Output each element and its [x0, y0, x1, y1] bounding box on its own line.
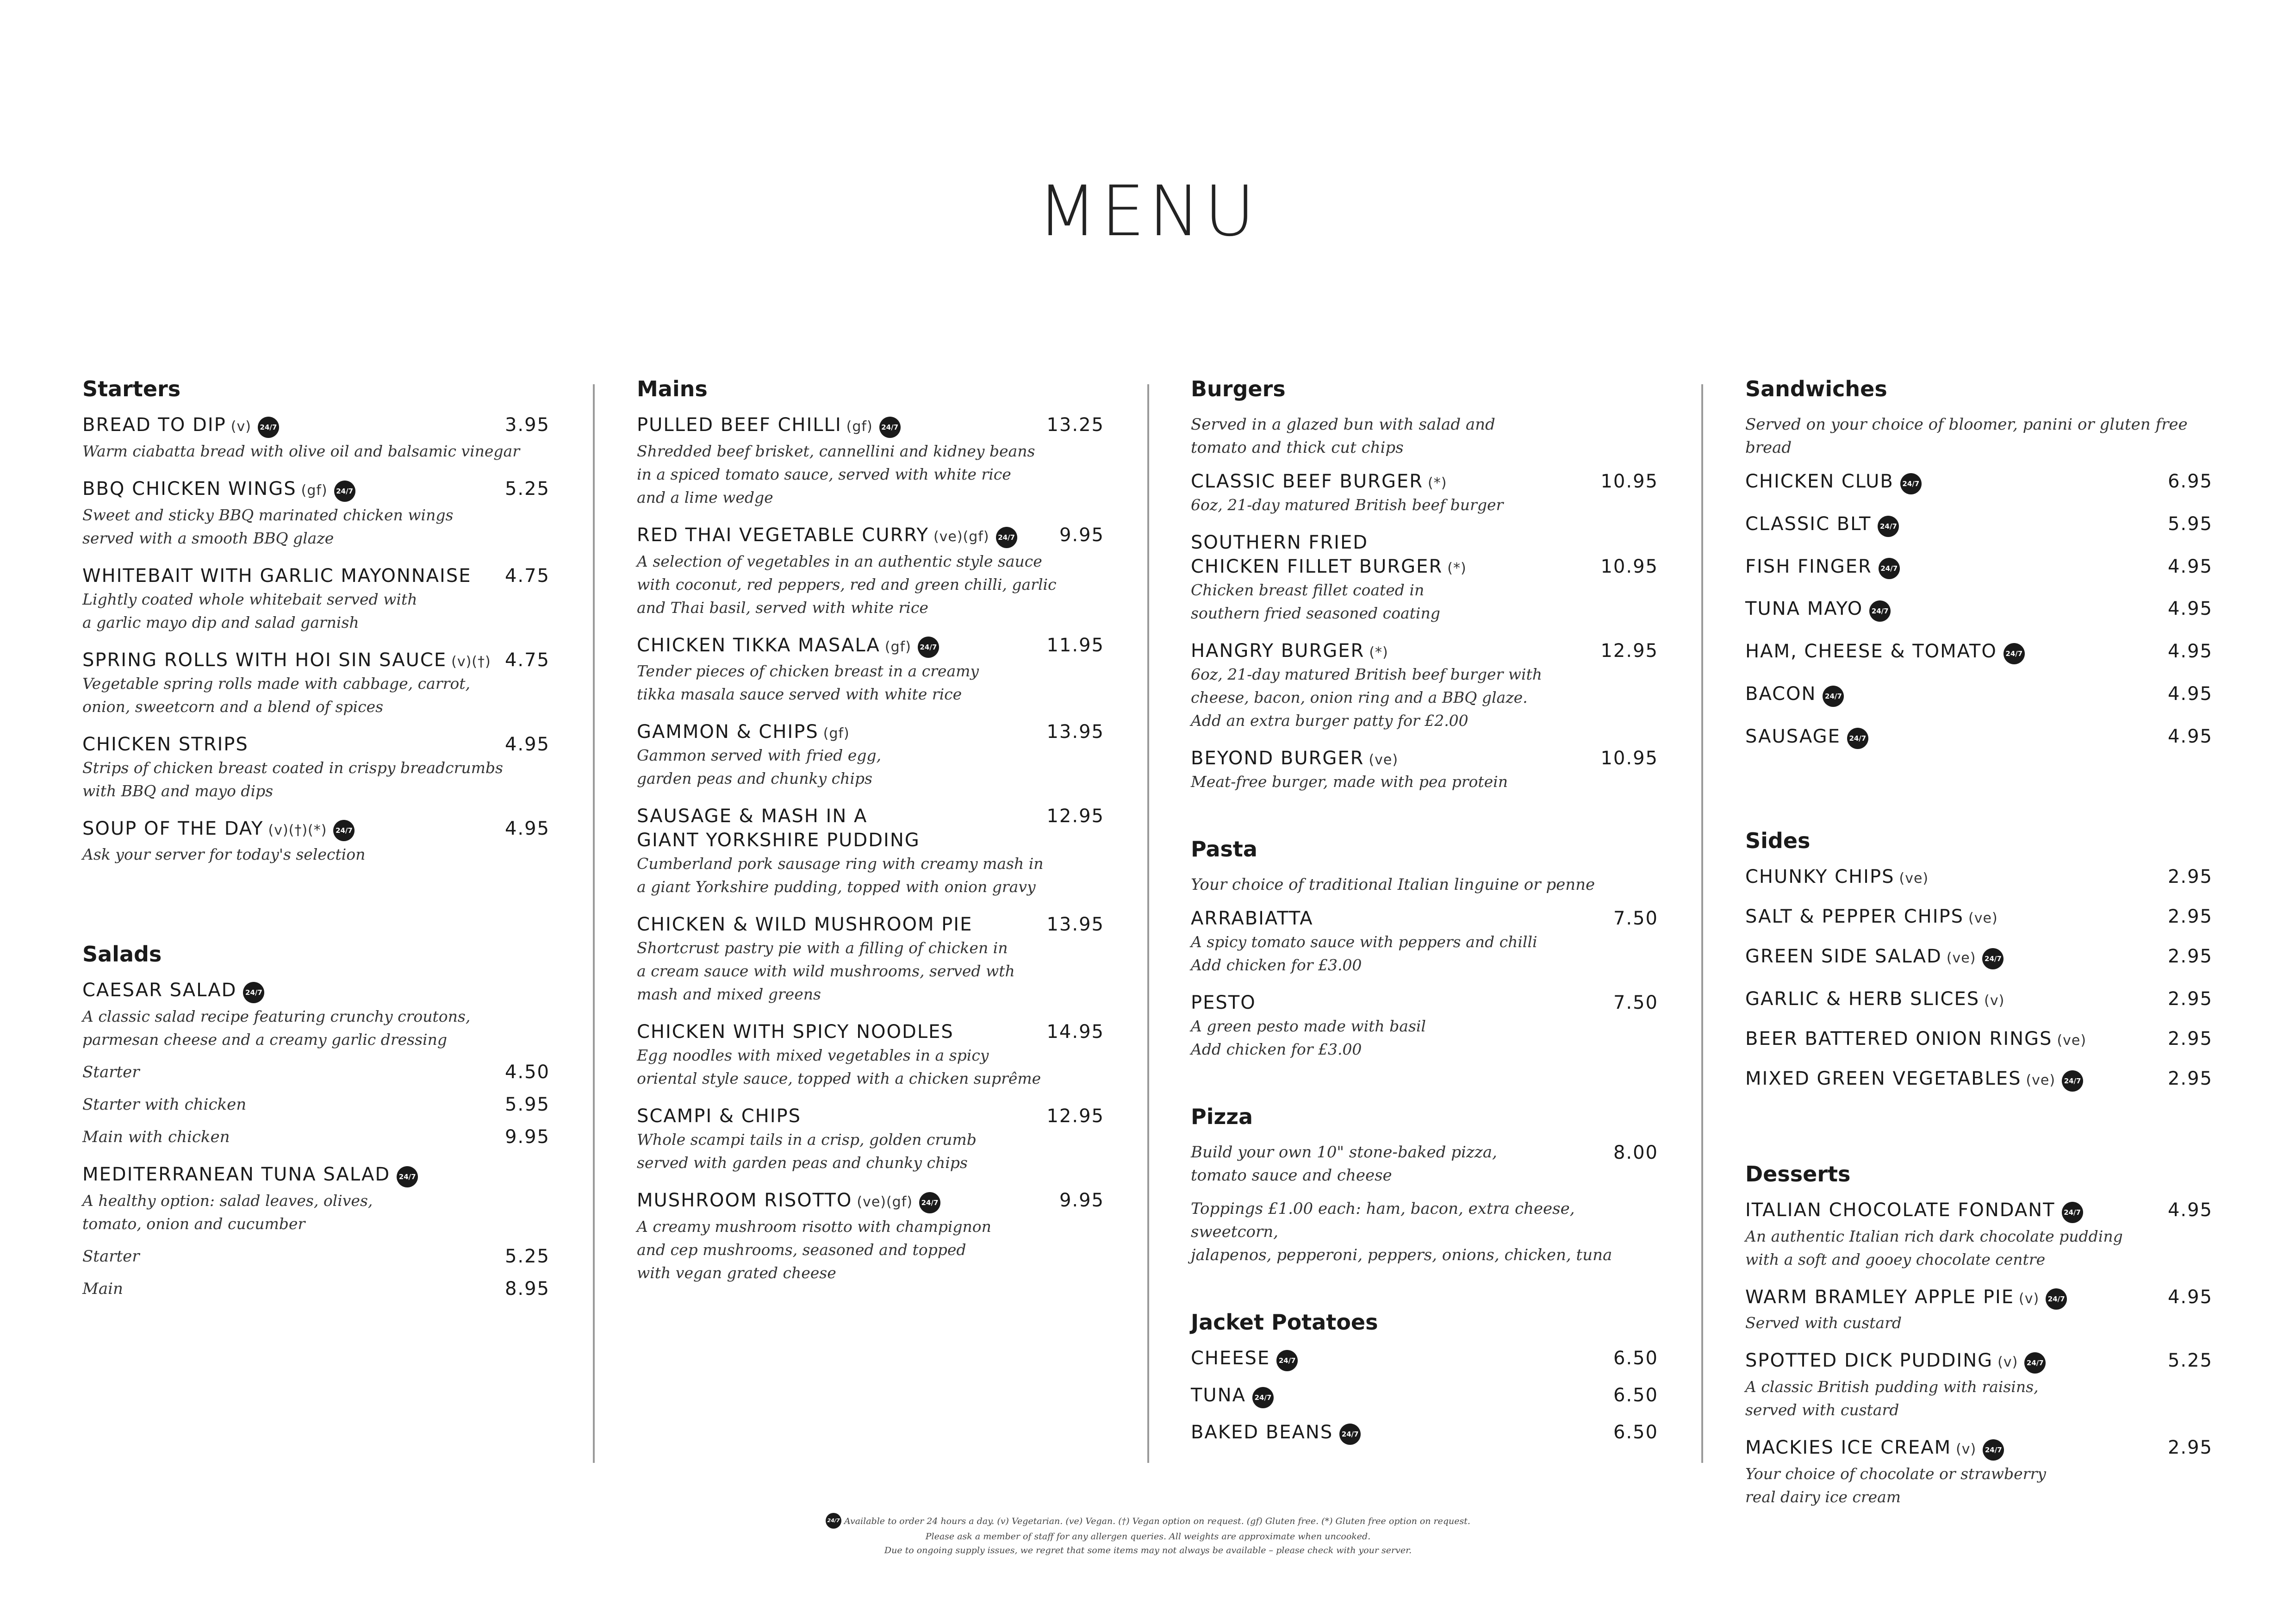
item-name: SPRING ROLLS WITH HOI SIN SAUCE	[82, 649, 447, 671]
price-option	[82, 1093, 550, 1116]
24-7-badge-icon: 24/7	[996, 527, 1017, 548]
dietary-tags: (gf)	[823, 725, 850, 742]
item-price: 7.50	[1613, 908, 1658, 929]
dietary-tags: (v)	[1984, 993, 2005, 1009]
footer-line-2: Please ask a member of staff for any allergen queries. All weights are approximate when uncooked.	[925, 1531, 1371, 1542]
item-price: 4.95	[2167, 683, 2213, 705]
24-7-badge-icon: 24/7	[2004, 643, 2025, 664]
item-name: CHICKEN WITH SPICY NOODLES	[637, 1021, 954, 1043]
column-2	[637, 375, 1104, 1299]
menu-item-salt-pepper-chips	[1745, 905, 2213, 929]
menu-item-chicken-strips	[82, 732, 550, 803]
dietary-tags: (gf)	[846, 418, 873, 435]
24-7-badge-icon: 24/7	[1983, 1439, 2004, 1461]
pizza-description: Build your own 10" stone-baked pizza, tomato sauce and cheese	[1191, 1143, 1497, 1185]
menu-item-apple-pie	[1745, 1285, 2213, 1335]
item-description: Cumberland pork sausage ring with creamy mash in a giant Yorkshire pudding, topped with onion gravy	[637, 855, 1044, 896]
item-description: Shredded beef brisket, cannellini and kidney beans in a spiced tomato sauce, served with white rice and a lime wedge	[637, 442, 1035, 506]
item-name: PESTO	[1191, 992, 1256, 1013]
column-divider	[593, 384, 595, 1463]
item-name: SCAMPI & CHIPS	[637, 1106, 802, 1127]
item-name: ITALIAN CHOCOLATE FONDANT	[1745, 1199, 2055, 1221]
item-price: 4.95	[504, 818, 550, 839]
item-price: 12.95	[1046, 1106, 1104, 1127]
item-description: Ask your server for today's selection	[82, 845, 366, 864]
price-option	[82, 1245, 550, 1268]
item-description: Vegetable spring rolls made with cabbage, carrot, onion, sweetcorn and a blend of spices	[82, 674, 471, 716]
section-title-sandwiches: Sandwiches	[1745, 376, 1887, 401]
menu-item-chicken-spicy-noodles	[637, 1020, 1104, 1090]
menu-title: MENU	[1037, 171, 1259, 252]
item-name: CHICKEN STRIPS	[82, 733, 249, 755]
item-name: GREEN SIDE SALAD	[1745, 946, 1942, 968]
menu-item-chocolate-fondant	[1745, 1198, 2213, 1271]
item-name: SOUTHERN FRIED CHICKEN FILLET BURGER	[1191, 532, 1443, 577]
item-name: BACON	[1745, 683, 1817, 705]
dietary-tags: (*)	[1369, 644, 1388, 661]
item-name: CHICKEN CLUB	[1745, 471, 1894, 492]
24-7-badge-icon: 24/7	[333, 820, 355, 841]
menu-item-mackies-ice-cream	[1745, 1436, 2213, 1509]
item-name: WARM BRAMLEY APPLE PIE	[1745, 1286, 2015, 1308]
item-price: 7.50	[1613, 992, 1658, 1013]
item-price: 2.95	[2167, 866, 2213, 888]
item-price: 2.95	[2167, 1068, 2213, 1090]
item-name: CHEESE	[1191, 1348, 1270, 1369]
option-label: Starter	[82, 1063, 140, 1082]
24-7-badge-icon: 24/7	[1900, 473, 1922, 494]
dietary-tags: (v)	[2019, 1290, 2040, 1307]
item-name: HAM, CHEESE & TOMATO	[1745, 641, 1997, 662]
menu-item-tuna-mayo	[1745, 597, 2213, 624]
item-name: SOUP OF THE DAY	[82, 818, 264, 839]
section-title-salads: Salads	[82, 942, 162, 967]
item-name: FISH FINGER	[1745, 556, 1872, 577]
menu-item-spotted-dick	[1745, 1349, 2213, 1422]
menu-item-whitebait	[82, 564, 550, 634]
item-price: 5.25	[504, 478, 550, 500]
menu-item-sausage-mash	[637, 804, 1104, 899]
dietary-tags: (ve)(gf)	[857, 1194, 913, 1211]
24-7-badge-icon: 24/7	[1879, 558, 1900, 579]
menu-item-chicken-club	[1745, 469, 2213, 496]
item-description: 6oz, 21-day matured British beef burger with cheese, bacon, onion ring and a BBQ glaze. Add an extra burger patty for £2.00	[1191, 665, 1543, 730]
menu-item-arrabiatta	[1191, 906, 1658, 977]
item-price: 10.95	[1600, 471, 1658, 492]
footer-line-1: Available to order 24 hours a day. (v) Vegetarian. (ve) Vegan. (†) Vegan option on request. (gf) Gluten free. (*) Gluten free option on request.	[844, 1516, 1470, 1526]
item-name: GAMMON & CHIPS	[637, 721, 819, 743]
item-price: 12.95	[1046, 806, 1104, 827]
24-7-badge-icon: 24/7	[1878, 516, 1899, 537]
column-divider	[1701, 384, 1703, 1463]
item-description: 6oz, 21-day matured British beef burger	[1191, 496, 1504, 514]
item-price: 10.95	[1600, 748, 1658, 769]
menu-item-chicken-mushroom-pie	[637, 912, 1104, 1006]
option-price: 5.25	[504, 1245, 550, 1267]
item-name: BREAD TO DIP	[82, 414, 226, 436]
dietary-tags: (v)	[1997, 1354, 2018, 1371]
item-description: Warm ciabatta bread with olive oil and balsamic vinegar	[82, 442, 520, 460]
item-name: BEER BATTERED ONION RINGS	[1745, 1028, 2053, 1050]
menu-item-garlic-herb-slices	[1745, 987, 2213, 1011]
item-name: CLASSIC BEEF BURGER	[1191, 471, 1424, 492]
dietary-tags: (ve)	[2026, 1072, 2056, 1089]
dietary-tags: (ve)	[1899, 870, 1929, 887]
item-name: MIXED GREEN VEGETABLES	[1745, 1068, 2022, 1090]
item-name: SAUSAGE & MASH IN A GIANT YORKSHIRE PUDDING	[637, 806, 920, 851]
24-7-badge-icon: 24/7	[1339, 1424, 1361, 1445]
menu-item-hangry-burger	[1191, 639, 1658, 732]
dietary-tags: (ve)(gf)	[933, 528, 989, 545]
24-7-badge-icon: 24/7	[258, 417, 279, 438]
item-price: 14.95	[1046, 1021, 1104, 1043]
dietary-tags: (gf)	[884, 638, 911, 655]
column-3	[1191, 375, 1658, 1457]
item-description: A creamy mushroom risotto with champignon and cep mushrooms, seasoned and topped with vegan grated cheese	[637, 1218, 991, 1282]
menu-item-classic-blt	[1745, 512, 2213, 539]
option-price: 5.95	[504, 1094, 550, 1116]
option-label: Starter with chicken	[82, 1095, 247, 1114]
section-title-desserts: Desserts	[1745, 1161, 1851, 1187]
item-description: Gammon served with fried egg, garden peas and chunky chips	[637, 746, 882, 788]
item-price: 11.95	[1046, 634, 1104, 656]
item-price: 8.00	[1613, 1142, 1658, 1163]
item-price: 5.95	[2167, 513, 2213, 535]
item-name: RED THAI VEGETABLE CURRY	[637, 524, 929, 546]
item-description: Served with custard	[1745, 1314, 1902, 1332]
option-price: 4.50	[504, 1062, 550, 1083]
item-name: MUSHROOM RISOTTO	[637, 1190, 852, 1212]
menu-item-build-your-own-pizza	[1191, 1141, 1658, 1267]
item-name: SAUSAGE	[1745, 725, 1841, 747]
menu-item-bacon	[1745, 682, 2213, 709]
item-price: 6.50	[1613, 1421, 1658, 1443]
price-option	[82, 1061, 550, 1084]
menu-item-chunky-chips	[1745, 865, 2213, 889]
menu-item-southern-fried-chicken-burger	[1191, 531, 1658, 625]
item-name: GARLIC & HERB SLICES	[1745, 988, 1980, 1010]
item-description: A classic salad recipe featuring crunchy croutons, parmesan cheese and a creamy garlic dressing	[82, 1007, 471, 1049]
24-7-badge-icon: 24/7	[2062, 1202, 2083, 1223]
menu-item-jacket-baked-beans	[1191, 1420, 1658, 1447]
24-7-badge-icon: 24/7	[2046, 1288, 2067, 1310]
menu-item-chicken-tikka-masala	[637, 633, 1104, 706]
item-price: 13.25	[1046, 414, 1104, 436]
item-name: MACKIES ICE CREAM	[1745, 1437, 1952, 1459]
item-price: 5.25	[2167, 1350, 2213, 1372]
item-price: 2.95	[2167, 906, 2213, 928]
item-description: A green pesto made with basil Add chicken for £3.00	[1191, 1017, 1426, 1058]
24-7-badge-icon: 24/7	[1982, 948, 2004, 969]
section-title-mains: Mains	[637, 376, 708, 401]
menu-item-ham-cheese-tomato	[1745, 639, 2213, 666]
menu-item-green-side-salad	[1745, 944, 2213, 971]
item-name: SPOTTED DICK PUDDING	[1745, 1350, 1993, 1372]
price-option	[82, 1277, 550, 1300]
item-description: A healthy option: salad leaves, olives, tomato, onion and cucumber	[82, 1191, 373, 1233]
menu-item-mediterranean-tuna-salad	[82, 1162, 550, 1300]
item-description: Whole scampi tails in a crisp, golden crumb served with garden peas and chunky chips	[637, 1131, 977, 1172]
item-name: MEDITERRANEAN TUNA SALAD	[82, 1164, 391, 1186]
item-price: 10.95	[1600, 556, 1658, 577]
column-1	[82, 375, 550, 1314]
menu-item-bread-to-dip	[82, 413, 550, 463]
menu-item-onion-rings	[1745, 1027, 2213, 1051]
item-name: ARRABIATTA	[1191, 908, 1313, 929]
24-7-badge-icon: 24/7	[1847, 728, 1868, 749]
section-title-starters: Starters	[82, 376, 181, 401]
dietary-tags: (gf)	[301, 482, 328, 499]
menu-item-mixed-green-vegetables	[1745, 1067, 2213, 1093]
24-7-badge-icon: 24/7	[1869, 600, 1891, 622]
item-price: 3.95	[504, 414, 550, 436]
footer-line-3: Due to ongoing supply issues, we regret that some items may not always be available – please check with your server.	[884, 1545, 1412, 1555]
item-price: 4.75	[504, 565, 550, 587]
item-price: 4.75	[504, 649, 550, 671]
24-7-badge-icon: 24/7	[1276, 1350, 1298, 1371]
item-price: 2.95	[2167, 1437, 2213, 1459]
item-description: A selection of vegetables in an authentic style sauce with coconut, red peppers, red and green chilli, garlic and Thai basil, served with white rice	[637, 552, 1057, 617]
menu-item-jacket-cheese	[1191, 1346, 1658, 1373]
24-7-badge-icon: 24/7	[397, 1166, 418, 1187]
option-price: 9.95	[504, 1126, 550, 1148]
24-7-badge-icon: 24/7	[334, 481, 355, 502]
item-price: 2.95	[2167, 988, 2213, 1010]
item-description: Your choice of chocolate or strawberry real dairy ice cream	[1745, 1464, 2046, 1506]
item-name: BBQ CHICKEN WINGS	[82, 478, 297, 500]
item-name: PULLED BEEF CHILLI	[637, 414, 842, 436]
item-price: 12.95	[1600, 640, 1658, 662]
menu-item-pesto	[1191, 991, 1658, 1061]
item-price: 6.50	[1613, 1384, 1658, 1406]
dietary-tags: (ve)	[1968, 910, 1998, 927]
option-label: Starter	[82, 1247, 140, 1266]
price-option	[82, 1125, 550, 1149]
dietary-tags: (v)(†)(*)	[268, 822, 327, 838]
section-intro: Your choice of traditional Italian linguine or penne	[1191, 875, 1595, 894]
pizza-toppings: Toppings £1.00 each: ham, bacon, extra cheese, sweetcorn, jalapenos, pepperoni, peppers, onions, chicken, tuna	[1191, 1199, 1612, 1264]
item-price: 9.95	[1059, 1190, 1104, 1212]
item-price: 4.95	[2167, 725, 2213, 747]
24-7-badge-icon: 24/7	[1823, 686, 1844, 707]
section-title-sides: Sides	[1745, 828, 1811, 854]
dietary-tags: (v)	[1956, 1441, 1977, 1458]
item-description: Strips of chicken breast coated in crispy breadcrumbs with BBQ and mayo dips	[82, 758, 503, 800]
24-7-badge-icon: 24/7	[243, 982, 264, 1003]
footer-notes	[0, 1514, 2296, 1557]
item-price: 13.95	[1046, 914, 1104, 936]
section-intro: Served on your choice of bloomer, panini or gluten free bread	[1745, 415, 2188, 457]
item-name: CAESAR SALAD	[82, 980, 237, 1001]
dietary-tags: (v)	[230, 418, 251, 435]
24-7-badge-icon: 24/7	[919, 1192, 940, 1213]
menu-item-caesar-salad	[82, 978, 550, 1149]
item-description: Tender pieces of chicken breast in a creamy tikka masala sauce served with white rice	[637, 662, 979, 704]
item-description: A spicy tomato sauce with peppers and chilli Add chicken for £3.00	[1191, 933, 1537, 974]
menu-item-soup-of-the-day	[82, 817, 550, 867]
item-name: TUNA MAYO	[1745, 598, 1863, 620]
item-price: 4.95	[2167, 598, 2213, 620]
item-description: Meat-free burger, made with pea protein	[1191, 773, 1508, 791]
column-divider	[1147, 384, 1149, 1463]
item-price: 9.95	[1059, 524, 1104, 546]
menu-item-pulled-beef-chilli	[637, 413, 1104, 509]
menu-item-beyond-burger	[1191, 746, 1658, 793]
dietary-tags: (ve)	[2057, 1032, 2087, 1049]
section-title-pizza: Pizza	[1191, 1104, 1253, 1129]
option-price: 8.95	[504, 1278, 550, 1299]
24-7-badge-icon: 24/7	[2024, 1352, 2046, 1374]
section-intro: Served in a glazed bun with salad and tomato and thick cut chips	[1191, 415, 1495, 457]
item-price: 2.95	[2167, 1028, 2213, 1050]
option-label: Main with chicken	[82, 1128, 230, 1147]
item-price: 4.95	[2167, 641, 2213, 662]
menu-item-jacket-tuna	[1191, 1383, 1658, 1410]
item-price: 2.95	[2167, 946, 2213, 968]
menu-item-fish-finger	[1745, 555, 2213, 581]
item-price: 4.95	[504, 733, 550, 755]
item-price: 4.95	[2167, 1286, 2213, 1308]
section-title-burgers: Burgers	[1191, 376, 1286, 401]
menu-item-gammon-chips	[637, 720, 1104, 790]
option-label: Main	[82, 1279, 123, 1298]
item-price: 13.95	[1046, 721, 1104, 743]
item-name: CHICKEN TIKKA MASALA	[637, 634, 880, 656]
item-name: BAKED BEANS	[1191, 1421, 1333, 1443]
item-description: An authentic Italian rich dark chocolate pudding with a soft and gooey chocolate centre	[1745, 1227, 2123, 1268]
item-price: 4.95	[2167, 1199, 2213, 1221]
menu-item-spring-rolls	[82, 648, 550, 718]
column-4	[1745, 375, 2213, 1523]
24-7-badge-icon: 24/7	[2062, 1070, 2083, 1092]
item-price: 6.95	[2167, 471, 2213, 492]
item-name: WHITEBAIT WITH GARLIC MAYONNAISE	[82, 565, 472, 587]
dietary-tags: (*)	[1428, 475, 1447, 491]
item-name: CLASSIC BLT	[1745, 513, 1872, 535]
item-description: Egg noodles with mixed vegetables in a spicy oriental style sauce, topped with a chicken suprême	[637, 1046, 1041, 1088]
item-description: Shortcrust pastry pie with a filling of chicken in a cream sauce with wild mushrooms, served wth mash and mixed greens	[637, 939, 1015, 1004]
section-title-pasta: Pasta	[1191, 837, 1257, 862]
menu-item-red-thai-curry	[637, 523, 1104, 619]
item-price: 4.95	[2167, 556, 2213, 577]
item-description: A classic British pudding with raisins, served with custard	[1745, 1378, 2039, 1419]
menu-item-sausage	[1745, 725, 2213, 751]
dietary-tags: (*)	[1447, 560, 1467, 576]
dietary-tags: (ve)	[1369, 752, 1399, 768]
item-description: Chicken breast fillet coated in southern fried seasoned coating	[1191, 581, 1440, 622]
item-name: BEYOND BURGER	[1191, 748, 1364, 769]
menu-item-scampi-chips	[637, 1104, 1104, 1174]
item-description: Sweet and sticky BBQ marinated chicken wings served with a smooth BBQ glaze	[82, 506, 454, 547]
item-name: SALT & PEPPER CHIPS	[1745, 906, 1964, 928]
item-name: CHUNKY CHIPS	[1745, 866, 1895, 888]
item-price: 6.50	[1613, 1348, 1658, 1369]
24-7-badge-icon: 24/7	[826, 1513, 841, 1529]
24-7-badge-icon: 24/7	[879, 417, 901, 438]
24-7-badge-icon: 24/7	[1252, 1387, 1274, 1408]
dietary-tags: (v)(†)	[451, 653, 491, 670]
menu-item-bbq-chicken-wings	[82, 477, 550, 550]
menu-item-classic-beef-burger	[1191, 469, 1658, 517]
item-name: TUNA	[1191, 1384, 1246, 1406]
item-name: CHICKEN & WILD MUSHROOM PIE	[637, 914, 973, 936]
24-7-badge-icon: 24/7	[918, 637, 939, 658]
item-name: HANGRY BURGER	[1191, 640, 1365, 662]
section-title-jacket-potatoes: Jacket Potatoes	[1191, 1310, 1378, 1335]
menu-item-mushroom-risotto	[637, 1188, 1104, 1285]
item-description: Lightly coated whole whitebait served with a garlic mayo dip and salad garnish	[82, 590, 417, 631]
dietary-tags: (ve)	[1946, 950, 1976, 967]
